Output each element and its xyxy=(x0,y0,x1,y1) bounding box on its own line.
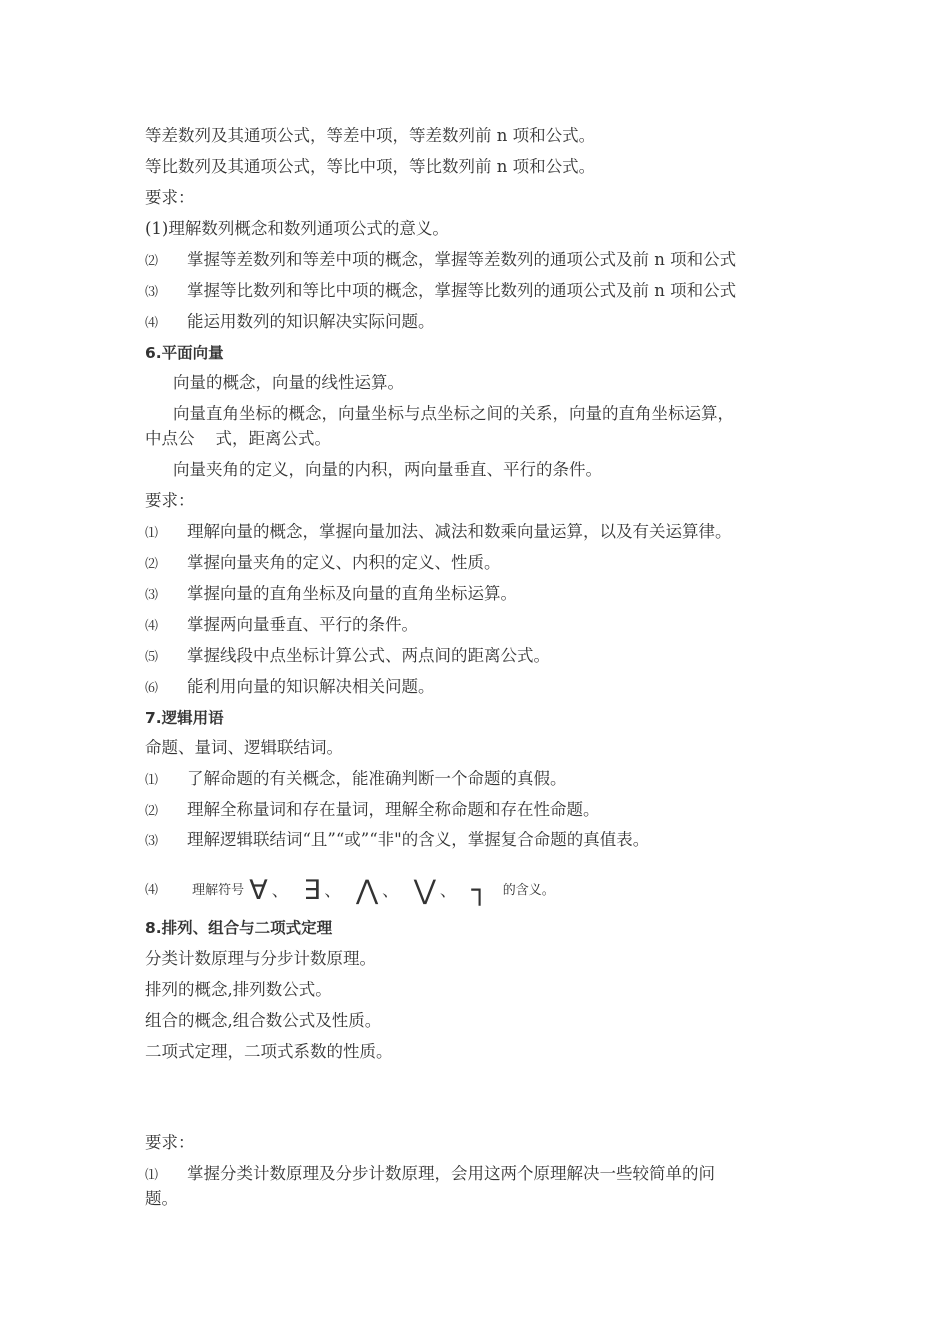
requirements-label: 要求： xyxy=(145,188,195,207)
section-heading: 8.排列、组合与二项式定理 xyxy=(145,919,333,937)
list-number: ⑸ xyxy=(145,650,159,665)
list-number: ⑵ xyxy=(145,804,159,819)
list-item xyxy=(145,584,517,606)
text-line: 命题、量词、逻辑联结词。 xyxy=(145,738,343,757)
list-number: ⑴ xyxy=(145,1168,159,1183)
text-line: 组合的概念,组合数公式及性质。 xyxy=(145,1011,382,1030)
list-item xyxy=(145,522,732,544)
list-item xyxy=(145,615,418,637)
list-item: (1)理解数列概念和数列通项公式的意义。 xyxy=(145,219,449,238)
not-symbol: ┐ xyxy=(471,875,488,906)
separator: 、 xyxy=(271,881,289,900)
list-text: 掌握分类计数原理及分步计数原理，会用这两个原理解决一些较简单的问 xyxy=(187,1164,715,1183)
list-item xyxy=(145,800,600,822)
exists-symbol: ∃ xyxy=(303,875,321,906)
list-text: 掌握向量夹角的定义、内积的定义、性质。 xyxy=(187,553,501,572)
list-text: 掌握两向量垂直、平行的条件。 xyxy=(187,615,418,634)
list-item xyxy=(145,250,736,272)
list-text: 的含义。 xyxy=(502,883,555,898)
requirements-label: 要求： xyxy=(145,1133,195,1152)
section-heading: 7.逻辑用语 xyxy=(145,709,224,727)
list-text: 掌握等比数列和等比中项的概念，掌握等比数列的通项公式及前 n 项和公式 xyxy=(187,281,737,300)
list-item xyxy=(145,677,435,699)
list-number: ⑶ xyxy=(145,834,159,849)
list-item xyxy=(145,830,649,852)
list-text: 能运用数列的知识解决实际问题。 xyxy=(187,312,435,331)
text-line: 等比数列及其通项公式，等比中项，等比数列前 n 项和公式。 xyxy=(145,157,596,176)
section-heading: 6.平面向量 xyxy=(145,344,224,362)
text-line: 二项式定理，二项式系数的性质。 xyxy=(145,1042,393,1061)
and-symbol: ⋀ xyxy=(355,875,379,906)
logic-symbols-line xyxy=(145,872,555,904)
list-text: 理解逻辑联结词“且”“或”“非"的含义，掌握复合命题的真值表。 xyxy=(187,830,650,849)
list-item xyxy=(145,553,501,575)
list-number: ⑹ xyxy=(145,681,159,696)
separator: 、 xyxy=(439,881,457,900)
text-line: 排列的概念,排列数公式。 xyxy=(145,980,332,999)
list-item xyxy=(145,646,550,668)
list-number: ⑶ xyxy=(145,588,159,603)
list-text: 掌握向量的直角坐标及向量的直角坐标运算。 xyxy=(187,584,517,603)
list-item xyxy=(145,1164,715,1186)
list-text: 掌握等差数列和等差中项的概念，掌握等差数列的通项公式及前 n 项和公式 xyxy=(187,250,737,269)
list-text: 掌握线段中点坐标计算公式、两点间的距离公式。 xyxy=(187,646,550,665)
list-number: ⑷ xyxy=(145,883,159,898)
list-number: ⑴ xyxy=(145,773,159,788)
text-line: 等差数列及其通项公式，等差中项，等差数列前 n 项和公式。 xyxy=(145,126,596,145)
or-symbol: ⋁ xyxy=(413,875,436,906)
list-text: 理解符号 xyxy=(192,883,245,898)
list-item xyxy=(145,312,435,334)
separator: 、 xyxy=(382,881,399,900)
list-text: 理解向量的概念，掌握向量加法、减法和数乘向量运算，以及有关运算律。 xyxy=(187,522,732,541)
list-item xyxy=(145,281,736,303)
text-line: 向量的概念，向量的线性运算。 xyxy=(173,373,404,392)
text-line: 向量直角坐标的概念，向量坐标与点坐标之间的关系，向量的直角坐标运算， xyxy=(173,404,734,423)
list-text: 能利用向量的知识解决相关问题。 xyxy=(187,677,435,696)
forall-symbol: ∀ xyxy=(249,875,268,906)
list-number: ⑵ xyxy=(145,557,159,572)
text-line: 中点公 式，距离公式。 xyxy=(145,429,331,448)
text-line: 题。 xyxy=(145,1189,178,1208)
separator: 、 xyxy=(324,881,341,900)
list-number: ⑶ xyxy=(145,285,159,300)
list-number: ⑵ xyxy=(145,254,159,269)
requirements-label: 要求： xyxy=(145,491,195,510)
list-number: ⑷ xyxy=(145,316,159,331)
list-number: ⑴ xyxy=(145,526,159,541)
list-number: ⑷ xyxy=(145,619,159,634)
text-line: 向量夹角的定义，向量的内积，两向量垂直、平行的条件。 xyxy=(173,460,602,479)
text-line: 分类计数原理与分步计数原理。 xyxy=(145,949,376,968)
list-item xyxy=(145,769,567,791)
list-text: 理解全称量词和存在量词，理解全称命题和存在性命题。 xyxy=(187,800,600,819)
list-text: 了解命题的有关概念，能准确判断一个命题的真假。 xyxy=(187,769,567,788)
